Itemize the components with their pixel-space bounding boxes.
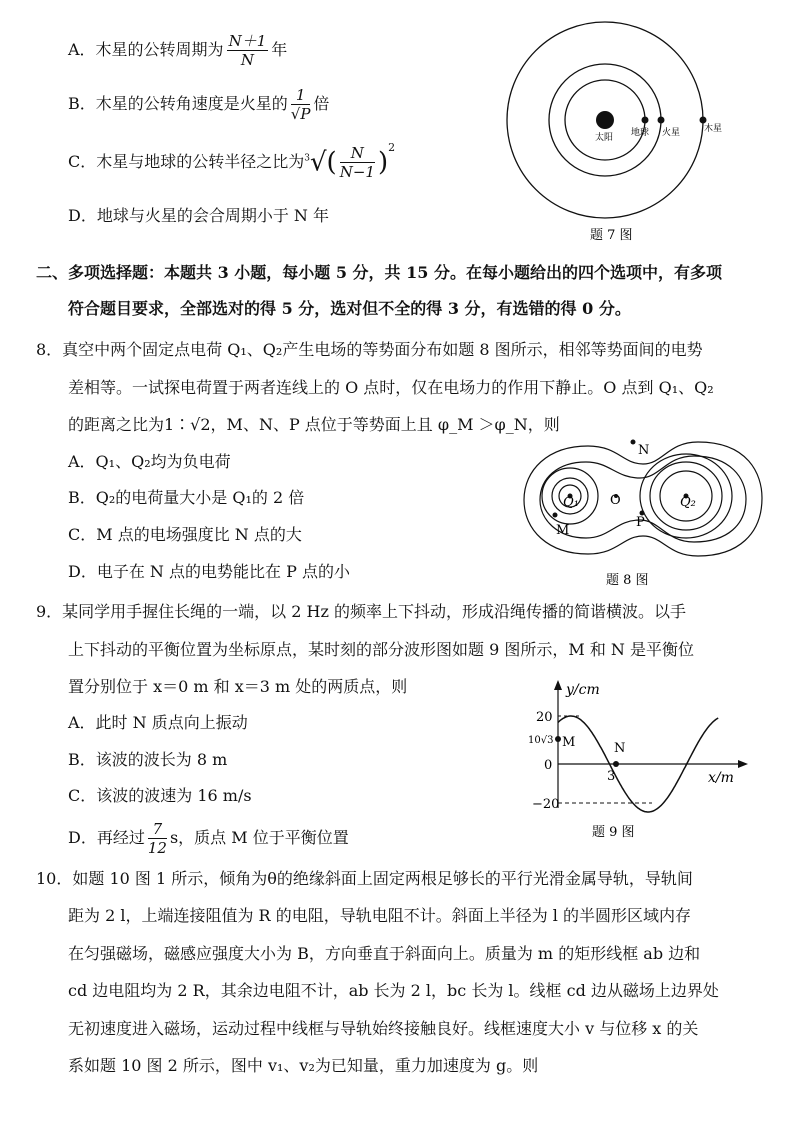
mars-icon xyxy=(658,117,665,124)
q10-stem-line5: 无初速度进入磁场，运动过程中线框与导轨始终接触良好。线框速度大小 v 与位移 x 的关 xyxy=(68,1019,699,1038)
q7-option-a-unit: 年 xyxy=(271,40,288,59)
q8-equipotential-diagram xyxy=(518,434,768,590)
tick-3: 3 xyxy=(607,769,616,784)
q10-stem-line2: 距为 2 l，上端连接阻值为 R 的电阻，导轨电阻不计。斜面上半径为 l 的半圆形区域内存 xyxy=(68,906,691,925)
n-point xyxy=(631,440,636,445)
q7-option-c xyxy=(68,140,396,181)
q7-option-c-root-index: 3 xyxy=(304,153,310,164)
q7-option-c-fraction xyxy=(340,144,375,181)
n-label: N xyxy=(638,443,650,458)
q7-option-b xyxy=(68,86,329,123)
q9-option-d xyxy=(68,820,349,857)
mars-label: 火星 xyxy=(662,128,681,138)
jupiter-icon xyxy=(700,117,707,124)
tick-20: 20 xyxy=(536,710,553,725)
q8-option-b: B．Q₂的电荷量大小是 Q₁的 2 倍 xyxy=(68,488,305,507)
q8-stem-line1: 8．真空中两个固定点电荷 Q₁、Q₂产生电场的等势面分布如题 8 图所示，相邻等势面间的电势 xyxy=(36,340,703,359)
earth-label: 地球 xyxy=(631,128,650,138)
q9-option-d-tail: s，质点 M 位于平衡位置 xyxy=(169,828,349,847)
q9-option-b: B．该波的波长为 8 m xyxy=(68,750,228,769)
sun-icon xyxy=(596,111,614,129)
q9-wave-graph xyxy=(528,676,768,846)
y-axis-arrow xyxy=(554,680,562,690)
y-axis-label: y/cm xyxy=(566,682,600,698)
q9-option-a: A．此时 N 质点向上振动 xyxy=(68,713,248,732)
q1-label: Q₁ xyxy=(563,495,579,510)
q9-option-c: C．该波的波速为 16 m/s xyxy=(68,786,252,805)
q7-option-a-num: N＋1 xyxy=(228,32,267,50)
q7-option-a-text: A．木星的公转周期为 xyxy=(68,40,224,59)
q9-stem-line3: 置分别位于 x＝0 m 和 x＝3 m 处的两质点，则 xyxy=(68,677,408,696)
q7-option-b-fraction xyxy=(291,86,311,123)
q7-option-c-paren: ) xyxy=(377,147,389,178)
section2-line1: 二、多项选择题：本题共 3 小题，每小题 5 分，共 15 分。在每小题给出的四个选项中，有多项 xyxy=(36,263,722,282)
q7-option-c-text: C．木星与地球的公转半径之比为 xyxy=(68,152,305,171)
q9-stem-line2: 上下抖动的平衡位置为坐标原点，某时刻的部分波形图如题 9 图所示，M 和 N 是平衡位 xyxy=(68,640,694,659)
n-particle xyxy=(613,761,619,767)
q8-stem-line2: 差相等。一试探电荷置于两者连线上的 O 点时，仅在电场力的作用下静止。O 点到 Q₁、Q₂ xyxy=(68,378,714,397)
q7-option-a xyxy=(68,32,287,69)
m-label: M xyxy=(556,523,570,538)
q7-orbit-diagram xyxy=(490,10,750,250)
o-label: O xyxy=(610,493,621,508)
tick-0: 0 xyxy=(544,758,553,773)
tick-minus20: −20 xyxy=(532,797,560,812)
q8-stem-line3: 的距离之比为1∶√2，M、N、P 点位于等势面上且 φ_M ＞φ_N，则 xyxy=(68,415,560,434)
jupiter-label: 木星 xyxy=(704,124,723,134)
q7-option-c-exponent: 2 xyxy=(388,140,396,154)
q7-option-a-fraction xyxy=(227,32,269,69)
q7-option-c-den: N−1 xyxy=(339,163,375,181)
m-label: M xyxy=(562,735,576,750)
q7-option-d: D．地球与火星的会合周期小于 N 年 xyxy=(68,206,330,225)
q7-option-b-den: √P xyxy=(290,105,311,123)
p-label: P xyxy=(636,515,645,530)
q7-option-a-den: N xyxy=(240,51,254,69)
q10-stem-line4: cd 边电阻均为 2 R，其余边电阻不计，ab 长为 2 l，bc 长为 l。线框 cd 边从磁场上边界处 xyxy=(68,981,719,1000)
q7-option-c-num: N xyxy=(340,144,375,163)
n-label: N xyxy=(614,741,626,756)
q7-option-b-text: B．木星的公转角速度是火星的 xyxy=(68,94,288,113)
q7-option-b-unit: 倍 xyxy=(313,94,330,113)
q8-option-a: A．Q₁、Q₂均为负电荷 xyxy=(68,452,231,471)
x-axis-label: x/m xyxy=(708,770,734,786)
q7-option-c-radical: √( xyxy=(309,147,337,178)
q8-option-d: D．电子在 N 点的电势能比在 P 点的小 xyxy=(68,562,350,581)
q10-stem-line6: 系如题 10 图 2 所示，图中 v₁、v₂为已知量，重力加速度为 g。则 xyxy=(68,1056,539,1075)
q9-option-d-text: D．再经过 xyxy=(68,828,145,847)
x-axis-arrow xyxy=(738,760,748,768)
q9-option-d-fraction xyxy=(148,820,167,857)
q9-figure-caption: 题 9 图 xyxy=(592,825,635,840)
m-particle xyxy=(555,736,561,742)
q7-figure-caption: 题 7 图 xyxy=(590,228,633,243)
q9-option-d-num: 7 xyxy=(148,820,167,839)
q10-stem-line1: 10．如题 10 图 1 所示，倾角为θ的绝缘斜面上固定两根足够长的平行光滑金属导轨，导轨间 xyxy=(36,869,693,888)
m-point xyxy=(553,513,558,518)
q9-stem-line1: 9．某同学用手握住长绳的一端，以 2 Hz 的频率上下抖动，形成沿绳传播的简谐横波。以手 xyxy=(36,602,687,621)
q10-stem-line3: 在匀强磁场，磁感应强度大小为 B，方向垂直于斜面向上。质量为 m 的矩形线框 ab 边和 xyxy=(68,944,701,963)
earth-icon xyxy=(642,117,649,124)
section2-line2: 符合题目要求，全部选对的得 5 分，选对但不全的得 3 分，有选错的得 0 分。 xyxy=(68,299,631,318)
q8-figure-caption: 题 8 图 xyxy=(606,573,649,588)
q2-label: Q₂ xyxy=(680,495,696,510)
q9-option-d-den: 12 xyxy=(147,839,167,857)
q7-option-b-num: 1 xyxy=(291,86,311,105)
sun-label: 太阳 xyxy=(595,133,614,143)
q8-option-c: C．M 点的电场强度比 N 点的大 xyxy=(68,525,302,544)
tick-10root3: 10√3 xyxy=(528,735,554,746)
